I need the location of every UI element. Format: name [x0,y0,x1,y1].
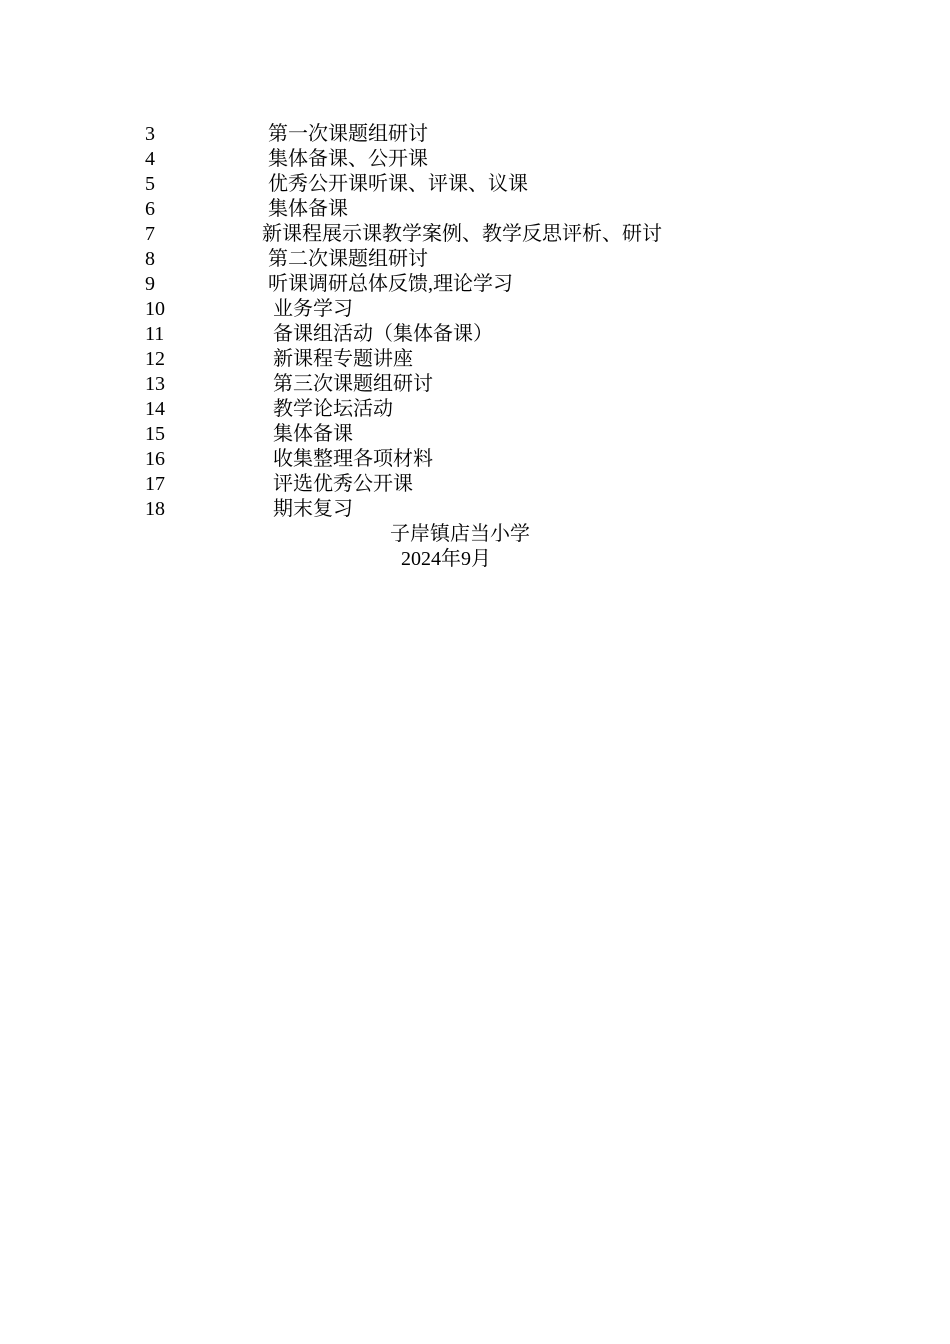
activity-text: 备课组活动（集体备课） [273,323,493,345]
schedule-row [0,172,950,197]
activity-text: 业务学习 [273,298,353,320]
document-date: 2024年9月 [401,548,491,570]
schedule-row [0,447,950,472]
activity-text: 集体备课 [268,198,348,220]
week-number: 17 [145,473,165,495]
week-number: 6 [145,198,155,220]
schedule-row [0,147,950,172]
schedule-row [0,197,950,222]
week-number: 10 [145,298,165,320]
activity-text: 集体备课 [273,423,353,445]
schedule-row [0,372,950,397]
activity-text: 评选优秀公开课 [273,473,413,495]
week-number: 13 [145,373,165,395]
schedule-row [0,297,950,322]
activity-text: 集体备课、公开课 [268,148,428,170]
week-number: 8 [145,248,155,270]
schedule-row [0,272,950,297]
activity-text: 优秀公开课听课、评课、议课 [268,173,528,195]
week-number: 14 [145,398,165,420]
activity-text: 第三次课题组研讨 [273,373,433,395]
week-number: 9 [145,273,155,295]
week-number: 18 [145,498,165,520]
school-name: 子岸镇店当小学 [390,523,530,545]
activity-text: 第一次课题组研讨 [268,123,428,145]
activity-text: 教学论坛活动 [273,398,393,420]
activity-text: 新课程展示课教学案例、教学反思评析、研讨 [262,223,662,245]
activity-text: 听课调研总体反馈,理论学习 [268,273,513,295]
week-number: 16 [145,448,165,470]
week-number: 7 [145,223,155,245]
schedule-row [0,472,950,497]
schedule-row [0,222,950,247]
week-number: 12 [145,348,165,370]
week-number: 5 [145,173,155,195]
week-number: 11 [145,323,165,345]
schedule-row [0,122,950,147]
activity-text: 第二次课题组研讨 [268,248,428,270]
schedule-row [0,397,950,422]
schedule-row [0,422,950,447]
week-number: 4 [145,148,155,170]
activity-text: 新课程专题讲座 [273,348,413,370]
schedule-row [0,322,950,347]
week-number: 15 [145,423,165,445]
schedule-row [0,497,950,522]
activity-text: 期末复习 [273,498,353,520]
schedule-row [0,347,950,372]
activity-text: 收集整理各项材料 [273,448,433,470]
schedule-row [0,247,950,272]
week-number: 3 [145,123,155,145]
schedule-list [0,122,950,522]
